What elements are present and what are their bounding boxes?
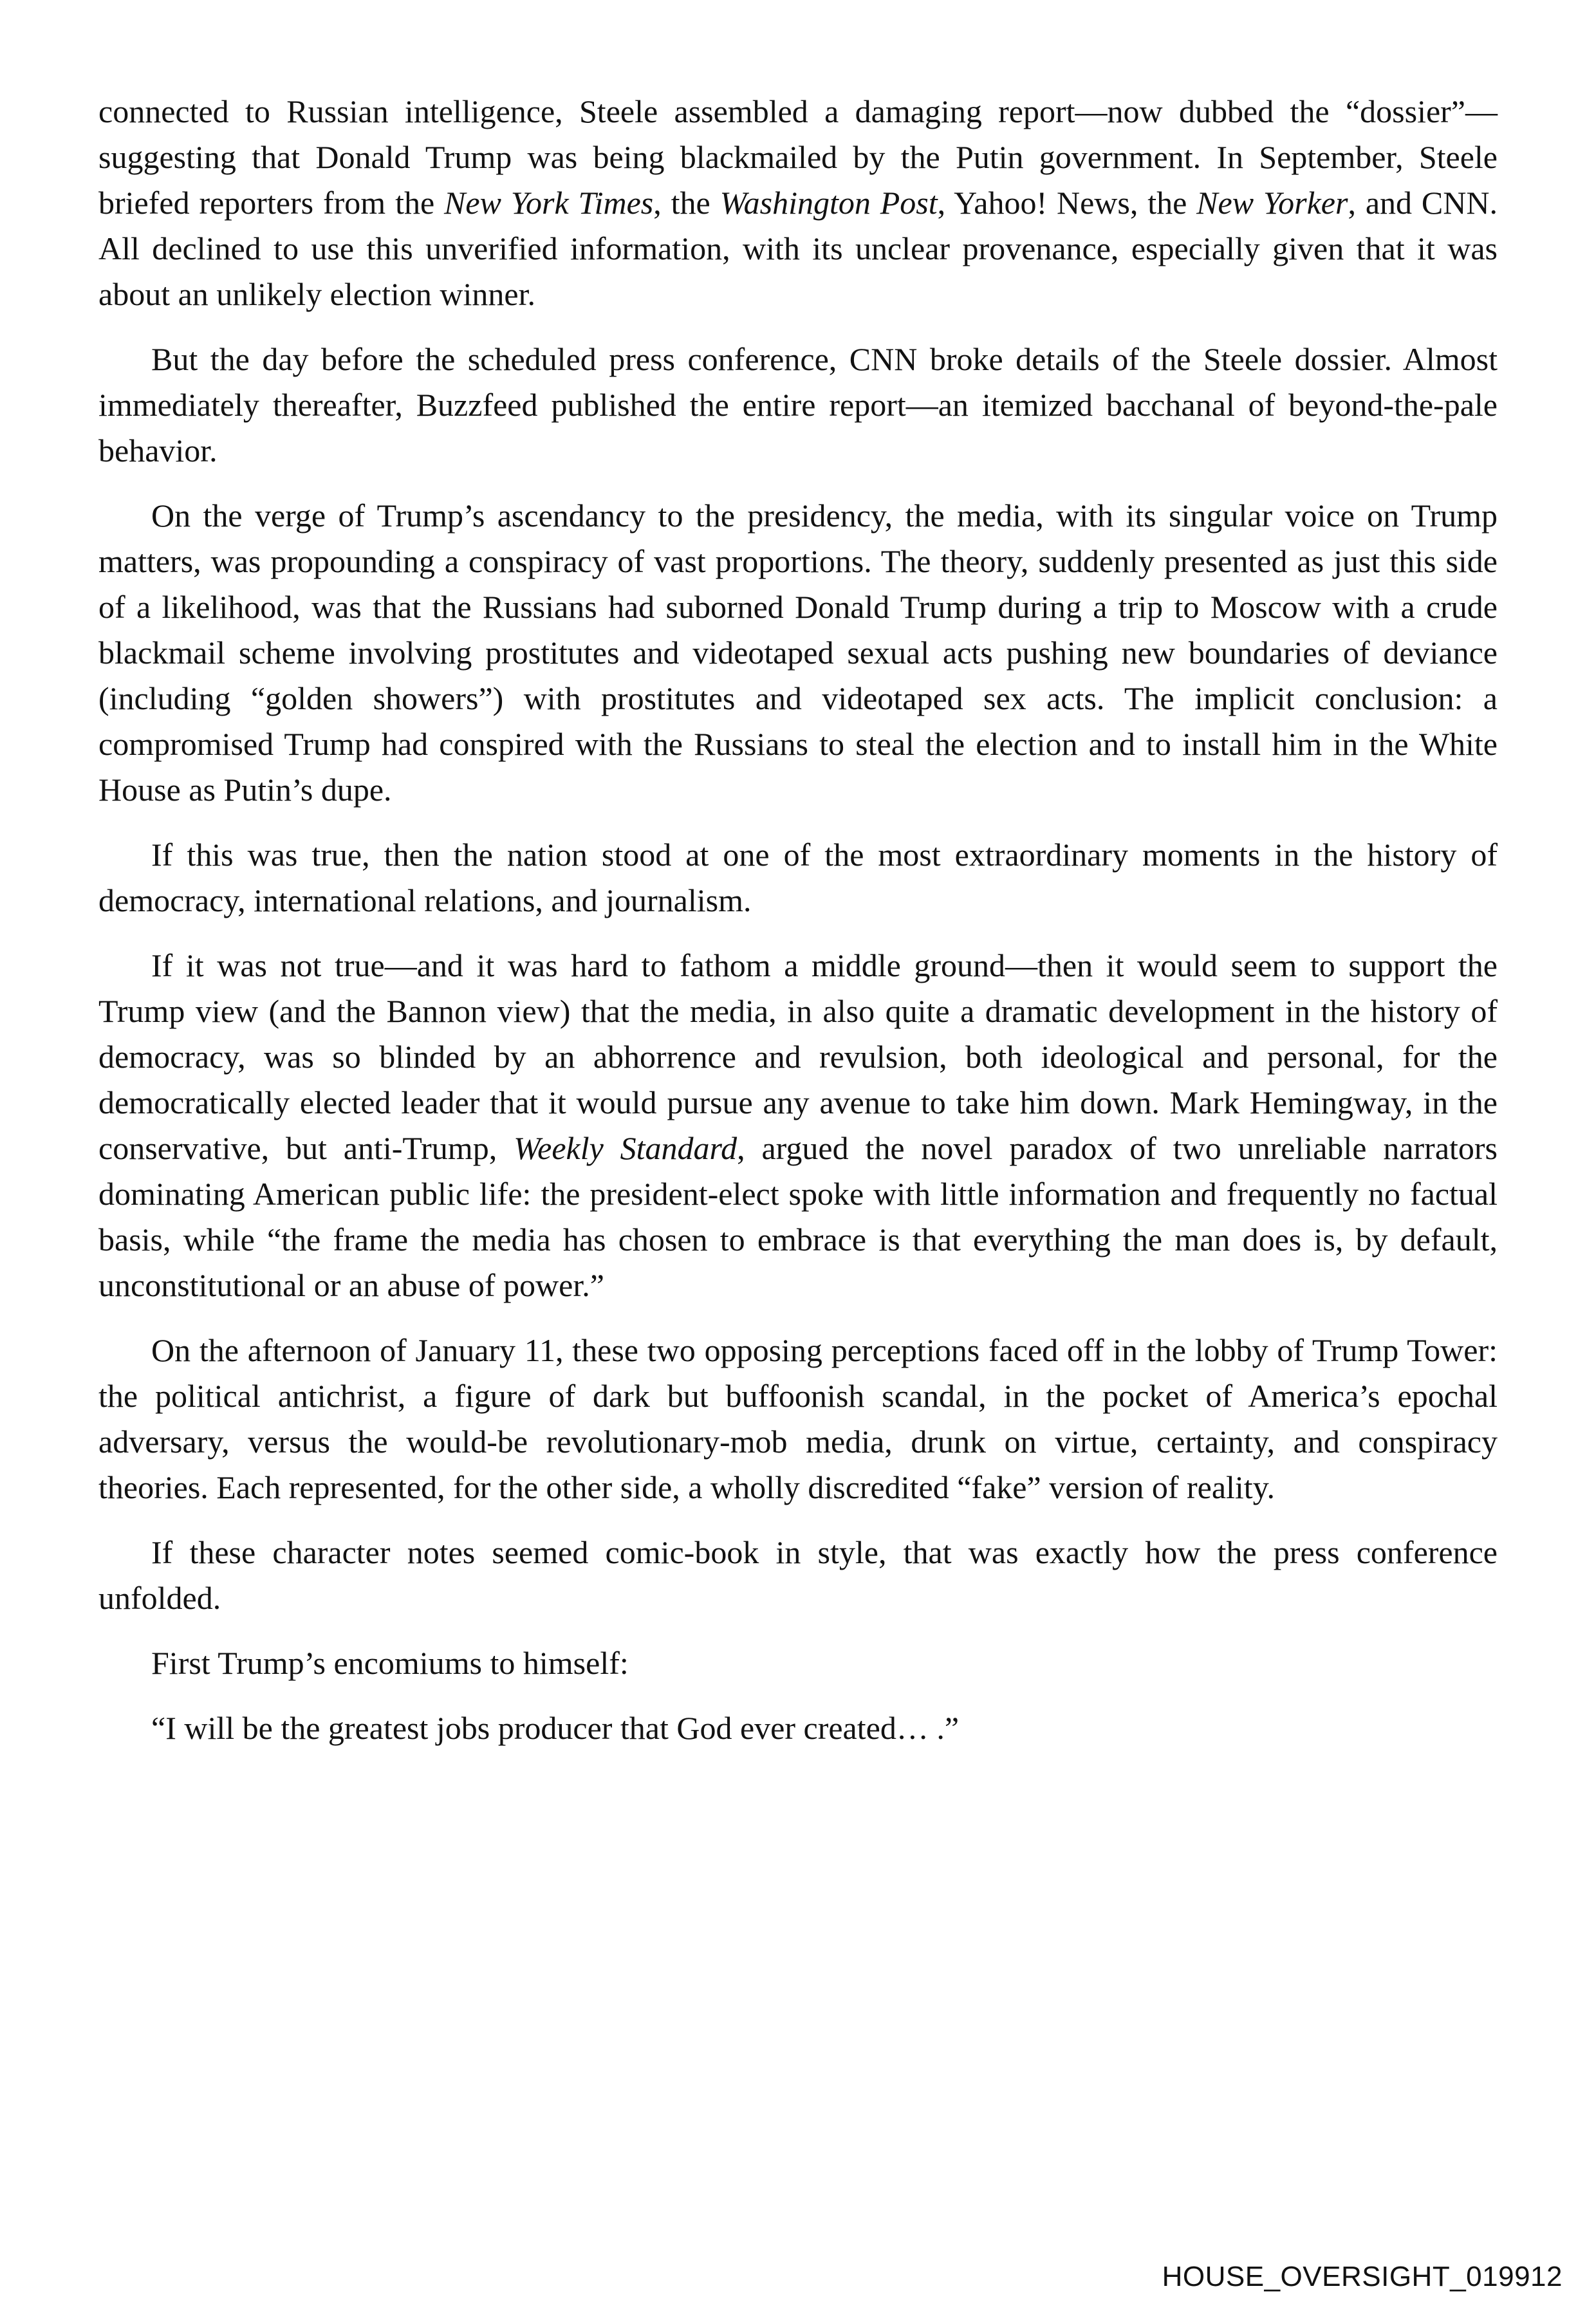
text-run: , argued the novel paradox of two unreliable narrators dominating American public life: the president-elect spoke with little information and frequently no factual basis, while “the frame the media has chosen to embrace is that everything the man does is, by default, unconstitutional or an abuse of power.”: [98, 1130, 1498, 1303]
italic-text-run: Washington Post: [719, 185, 938, 221]
paragraph: [98, 493, 1498, 813]
text-run: First Trump’s encomiums to himself:: [151, 1645, 629, 1681]
bates-number: HOUSE_OVERSIGHT_019912: [1162, 2261, 1563, 2292]
paragraph: [98, 1530, 1498, 1621]
italic-text-run: Weekly Standard: [514, 1130, 738, 1166]
text-run: “I will be the greatest jobs producer that God ever created… .”: [151, 1710, 960, 1746]
text-run: If these character notes seemed comic-book in style, that was exactly how the press conference unfolded.: [98, 1534, 1498, 1616]
text-run: , Yahoo! News, the: [937, 185, 1197, 221]
paragraph: [98, 337, 1498, 474]
text-run: But the day before the scheduled press conference, CNN broke details of the Steele dossier. Almost immediately thereafter, Buzzfeed published the entire report—an itemized bacchanal of beyond-the-pale behavior.: [98, 341, 1498, 469]
text-run: connected to Russian intelligence, Steele assembled a damaging report—now dubbed the “dossier”—suggesting that Donald Trump was being blackmailed by the Putin government. In September, Steele briefed reporters from the: [98, 93, 1498, 221]
paragraph: [98, 1705, 1498, 1751]
text-run: On the afternoon of January 11, these two opposing perceptions faced off in the lobby of Trump Tower: the political antichrist, a figure of dark but buffoonish scandal, in the pocket of America’s epochal adversary, versus the would-be revolutionary-mob media, drunk on virtue, certainty, and conspiracy theories. Each represented, for the other side, a wholly discredited “fake” version of reality.: [98, 1332, 1498, 1505]
text-run: On the verge of Trump’s ascendancy to the presidency, the media, with its singular voice on Trump matters, was propounding a conspiracy of vast proportions. The theory, suddenly presented as just this side of a likelihood, was that the Russians had suborned Donald Trump during a trip to Moscow with a crude blackmail scheme involving prostitutes and videotaped sexual acts pushing new boundaries of deviance (including “golden showers”) with prostitutes and videotaped sex acts. The implicit conclusion: a compromised Trump had conspired with the Russians to steal the election and to install him in the White House as Putin’s dupe.: [98, 497, 1498, 808]
italic-text-run: New Yorker: [1196, 185, 1348, 221]
paragraph: [98, 832, 1498, 924]
paragraph: [98, 1640, 1498, 1686]
text-run: , the: [653, 185, 720, 221]
body-text: [98, 89, 1498, 1751]
text-run: , and CNN. All declined to use this unverified information, with its unclear provenance, especially given that it was about an unlikely election winner.: [98, 185, 1498, 312]
paragraph: [98, 1328, 1498, 1510]
text-run: If this was true, then the nation stood at one of the most extraordinary moments in the history of democracy, international relations, and journalism.: [98, 837, 1498, 918]
paragraph: [98, 89, 1498, 317]
text-run: If it was not true—and it was hard to fathom a middle ground—then it would seem to support the Trump view (and the Bannon view) that the media, in also quite a dramatic development in the history of democracy, was so blinded by an abhorrence and revulsion, both ideological and personal, for the democratically elected leader that it would pursue any avenue to take him down. Mark Hemingway, in the conservative, but anti-Trump,: [98, 947, 1498, 1166]
italic-text-run: New York Times: [444, 185, 654, 221]
paragraph: [98, 943, 1498, 1308]
